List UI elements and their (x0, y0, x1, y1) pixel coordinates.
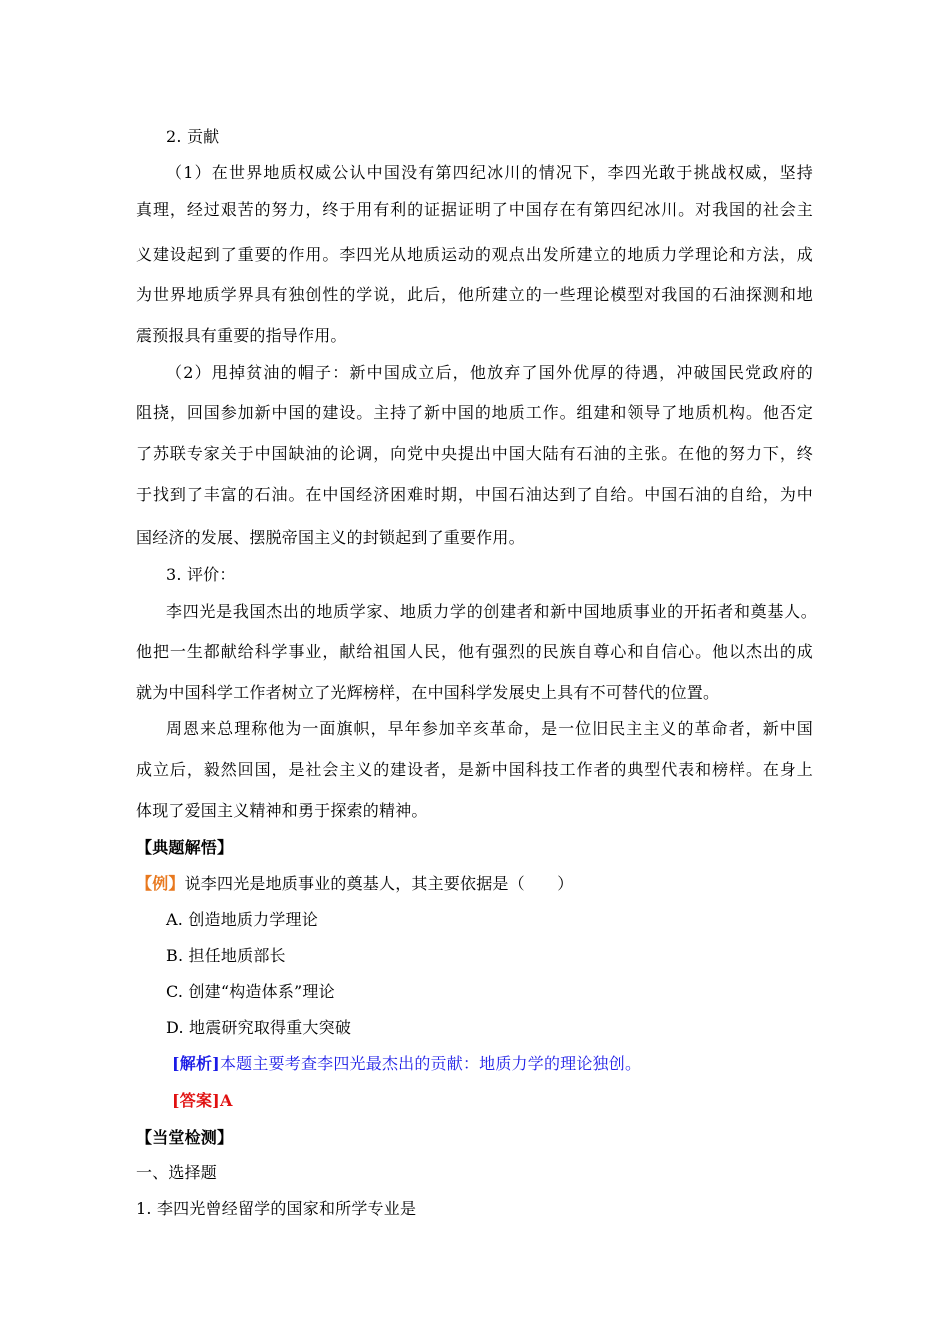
analysis-line (172, 1053, 641, 1075)
section-heading-test: 【当堂检测】 (136, 1128, 234, 1147)
paragraph-line: 了苏联专家关于中国缺油的论调，向党中央提出中国大陆有石油的主张。在他的努力下，终 (136, 444, 813, 463)
option-c: C. 创建“构造体系”理论 (166, 982, 335, 1001)
paragraph-line: 震预报具有重要的指导作用。 (136, 326, 347, 345)
option-b: B. 担任地质部长 (166, 946, 286, 965)
answer-value: A (219, 1091, 233, 1110)
option-a: A. 创造地质力学理论 (166, 910, 318, 929)
paragraph-line: 周恩来总理称他为一面旗帜，早年参加辛亥革命，是一位旧民主主义的革命者，新中国 (166, 719, 813, 738)
analysis-text: 本题主要考查李四光最杰出的贡献：地质力学的理论独创。 (219, 1054, 642, 1073)
paragraph-line: 就为中国科学工作者树立了光辉榜样，在中国科学发展史上具有不可替代的位置。 (136, 683, 720, 702)
answer-tag: [答案] (172, 1091, 220, 1110)
section-heading-contribution: 2. 贡献 (166, 127, 220, 146)
paragraph-line: 为世界地质学界具有独创性的学说，此后，他所建立的一些理论模型对我国的石油探测和地 (136, 285, 813, 304)
analysis-tag: [解析] (172, 1054, 220, 1073)
section-heading-evaluation: 3. 评价： (166, 565, 236, 584)
section-heading-example: 【典题解悟】 (136, 838, 234, 857)
paragraph-line: 李四光是我国杰出的地质学家、地质力学的创建者和新中国地质事业的开拓者和奠基人。 (166, 602, 817, 621)
paragraph-line: 义建设起到了重要的作用。李四光从地质运动的观点出发所建立的地质力学理论和方法，成 (136, 245, 813, 264)
example-tag: 【例】 (136, 874, 185, 893)
paragraph-line: 他把一生都献给科学事业，献给祖国人民，他有强烈的民族自尊心和自信心。他以杰出的成 (136, 642, 813, 661)
paragraph-line: 国经济的发展、摆脱帝国主义的封锁起到了重要作用。 (136, 528, 525, 547)
paragraph-line: 阻挠，回国参加新中国的建设。主持了新中国的地质工作。组建和领导了地质机构。他否定 (136, 403, 813, 422)
paragraph-line: 真理，经过艰苦的努力，终于用有利的证据证明了中国存在有第四纪冰川。对我国的社会主 (136, 200, 813, 219)
option-d: D. 地震研究取得重大突破 (166, 1018, 352, 1037)
test-question-1: 1. 李四光曾经留学的国家和所学专业是 (136, 1199, 417, 1218)
example-question-text: 说李四光是地质事业的奠基人，其主要依据是（ ） (184, 874, 574, 893)
test-subheading: 一、选择题 (136, 1163, 218, 1182)
paragraph-line: （2）甩掉贫油的帽子：新中国成立后，他放弃了国外优厚的待遇，冲破国民党政府的 (166, 363, 813, 382)
paragraph-line: 成立后，毅然回国，是社会主义的建设者，是新中国科技工作者的典型代表和榜样。在身上 (136, 760, 813, 779)
example-question (136, 873, 573, 895)
answer-line (172, 1090, 233, 1112)
paragraph-line: （1）在世界地质权威公认中国没有第四纪冰川的情况下，李四光敢于挑战权威，坚持 (166, 163, 813, 182)
paragraph-line: 于找到了丰富的石油。在中国经济困难时期，中国石油达到了自给。中国石油的自给，为中 (136, 485, 813, 504)
paragraph-line: 体现了爱国主义精神和勇于探索的精神。 (136, 801, 428, 820)
